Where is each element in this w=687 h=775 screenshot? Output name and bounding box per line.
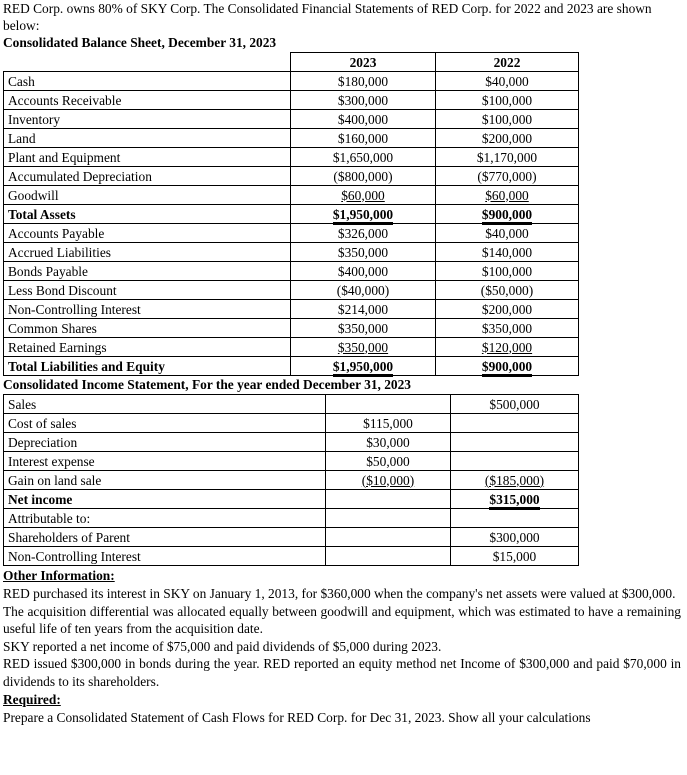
balance-sheet-row xyxy=(4,148,579,167)
is-row-nci xyxy=(4,547,579,566)
bs-row-label: Plant and Equipment xyxy=(4,148,291,167)
bs-row-label: Accounts Receivable xyxy=(4,91,291,110)
is-value: $500,000 xyxy=(451,395,579,414)
is-empty xyxy=(451,452,579,471)
bs-row-label: Goodwill xyxy=(4,186,291,205)
is-label: Sales xyxy=(4,395,326,414)
is-value: $315,000 xyxy=(451,490,579,509)
balance-sheet-row xyxy=(4,110,579,129)
required-heading: Required: xyxy=(3,692,61,707)
is-value: $15,000 xyxy=(451,547,579,566)
bs-row-label: Accounts Payable xyxy=(4,224,291,243)
bs-value-2022: $200,000 xyxy=(436,300,579,319)
is-label: Net income xyxy=(4,490,326,509)
is-row-gain xyxy=(4,471,579,490)
other-information xyxy=(3,566,681,727)
balance-sheet-row xyxy=(4,281,579,300)
is-row-attributable xyxy=(4,509,579,528)
bs-value-2023: ($800,000) xyxy=(291,167,436,186)
is-value: $300,000 xyxy=(451,528,579,547)
bs-value-2022: $350,000 xyxy=(436,319,579,338)
is-empty xyxy=(451,509,579,528)
bs-row-label: Cash xyxy=(4,72,291,91)
bs-value-2022: $200,000 xyxy=(436,129,579,148)
bs-value-2023: $400,000 xyxy=(291,110,436,129)
bs-value-2023: $350,000 xyxy=(291,319,436,338)
bs-value-2022: $100,000 xyxy=(436,110,579,129)
required-text: Prepare a Consolidated Statement of Cash Flows for RED Corp. for Dec 31, 2023. Show all your calculations xyxy=(3,710,591,725)
is-label: Interest expense xyxy=(4,452,326,471)
is-row-depreciation xyxy=(4,433,579,452)
other-info-paragraph: RED issued $300,000 in bonds during the year. RED reported an equity method net Income of $300,000 and paid $70,000 in dividends to its shareholders. xyxy=(3,656,681,689)
bs-row-label: Less Bond Discount xyxy=(4,281,291,300)
bs-row-label: Inventory xyxy=(4,110,291,129)
is-row-interest xyxy=(4,452,579,471)
is-empty xyxy=(451,433,579,452)
is-empty xyxy=(326,395,451,414)
balance-sheet-row xyxy=(4,319,579,338)
is-value: ($185,000) xyxy=(451,471,579,490)
bs-value-2023: $214,000 xyxy=(291,300,436,319)
bs-value-2022: $40,000 xyxy=(436,72,579,91)
is-label: Cost of sales xyxy=(4,414,326,433)
bs-row-label: Land xyxy=(4,129,291,148)
balance-sheet-row xyxy=(4,338,579,357)
bs-value-2022: $900,000 xyxy=(436,357,579,376)
bs-value-2022: $140,000 xyxy=(436,243,579,262)
is-label: Non-Controlling Interest xyxy=(4,547,326,566)
is-label: Gain on land sale xyxy=(4,471,326,490)
bs-value-2022: $40,000 xyxy=(436,224,579,243)
balance-sheet-row xyxy=(4,91,579,110)
header-blank xyxy=(4,53,291,72)
balance-sheet-row xyxy=(4,262,579,281)
is-value: $115,000 xyxy=(326,414,451,433)
balance-sheet-row xyxy=(4,167,579,186)
balance-sheet-row xyxy=(4,205,579,224)
bs-value-2022: $120,000 xyxy=(436,338,579,357)
other-info-heading: Other Information: xyxy=(3,568,115,583)
bs-value-2023: $60,000 xyxy=(291,186,436,205)
is-row-cogs xyxy=(4,414,579,433)
intro-text: RED Corp. owns 80% of SKY Corp. The Consolidated Financial Statements of RED Corp. for 2022 and 2023 are shown below: xyxy=(3,1,652,33)
bs-value-2022: $100,000 xyxy=(436,91,579,110)
bs-row-label: Non-Controlling Interest xyxy=(4,300,291,319)
balance-sheet-row xyxy=(4,129,579,148)
balance-sheet-header-row xyxy=(4,53,579,72)
bs-row-label: Total Liabilities and Equity xyxy=(4,357,291,376)
bs-value-2023: $350,000 xyxy=(291,243,436,262)
bs-value-2023: $160,000 xyxy=(291,129,436,148)
balance-sheet-row xyxy=(4,357,579,376)
bs-value-2022: ($50,000) xyxy=(436,281,579,300)
is-row-net-income xyxy=(4,490,579,509)
bs-value-2022: $100,000 xyxy=(436,262,579,281)
is-value: ($10,000) xyxy=(326,471,451,490)
col-2023-header: 2023 xyxy=(291,53,436,72)
balance-sheet-row xyxy=(4,243,579,262)
document xyxy=(3,0,681,727)
bs-row-label: Accrued Liabilities xyxy=(4,243,291,262)
bs-value-2023: $400,000 xyxy=(291,262,436,281)
bs-value-2022: $60,000 xyxy=(436,186,579,205)
bs-value-2023: ($40,000) xyxy=(291,281,436,300)
income-statement-title: Consolidated Income Statement, For the year ended December 31, 2023 xyxy=(3,377,411,392)
balance-sheet-row xyxy=(4,72,579,91)
is-empty xyxy=(326,528,451,547)
is-empty xyxy=(326,509,451,528)
bs-value-2023: $1,950,000 xyxy=(291,205,436,224)
bs-value-2023: $300,000 xyxy=(291,91,436,110)
is-empty xyxy=(326,490,451,509)
bs-value-2023: $350,000 xyxy=(291,338,436,357)
bs-value-2023: $180,000 xyxy=(291,72,436,91)
is-empty xyxy=(326,547,451,566)
balance-sheet-table xyxy=(3,52,579,376)
bs-value-2023: $326,000 xyxy=(291,224,436,243)
bs-row-label: Total Assets xyxy=(4,205,291,224)
bs-row-label: Common Shares xyxy=(4,319,291,338)
col-2022-header: 2022 xyxy=(436,53,579,72)
is-label: Shareholders of Parent xyxy=(4,528,326,547)
balance-sheet-row xyxy=(4,300,579,319)
bs-value-2023: $1,650,000 xyxy=(291,148,436,167)
bs-value-2022: $1,170,000 xyxy=(436,148,579,167)
is-empty xyxy=(451,414,579,433)
other-info-paragraph: SKY reported a net income of $75,000 and paid dividends of $5,000 during 2023. xyxy=(3,638,442,654)
bs-row-label: Accumulated Depreciation xyxy=(4,167,291,186)
income-statement-table xyxy=(3,394,579,566)
is-row-sales xyxy=(4,395,579,414)
is-value: $30,000 xyxy=(326,433,451,452)
balance-sheet-row xyxy=(4,186,579,205)
is-label: Depreciation xyxy=(4,433,326,452)
balance-sheet-row xyxy=(4,224,579,243)
bs-value-2022: ($770,000) xyxy=(436,167,579,186)
other-info-paragraph: RED purchased its interest in SKY on January 1, 2013, for $360,000 when the company's net assets were valued at $300,000. xyxy=(3,586,676,601)
is-value: $50,000 xyxy=(326,452,451,471)
other-info-paragraph: The acquisition differential was allocated equally between goodwill and equipment, which was estimated to have a remaining useful life of ten years from the acquisition date. xyxy=(3,603,681,636)
bs-row-label: Bonds Payable xyxy=(4,262,291,281)
balance-sheet-title: Consolidated Balance Sheet, December 31, 2023 xyxy=(3,35,277,50)
is-row-parent xyxy=(4,528,579,547)
bs-row-label: Retained Earnings xyxy=(4,338,291,357)
bs-value-2022: $900,000 xyxy=(436,205,579,224)
is-label: Attributable to: xyxy=(4,509,326,528)
balance-sheet-rows xyxy=(4,72,579,376)
bs-value-2023: $1,950,000 xyxy=(291,357,436,376)
